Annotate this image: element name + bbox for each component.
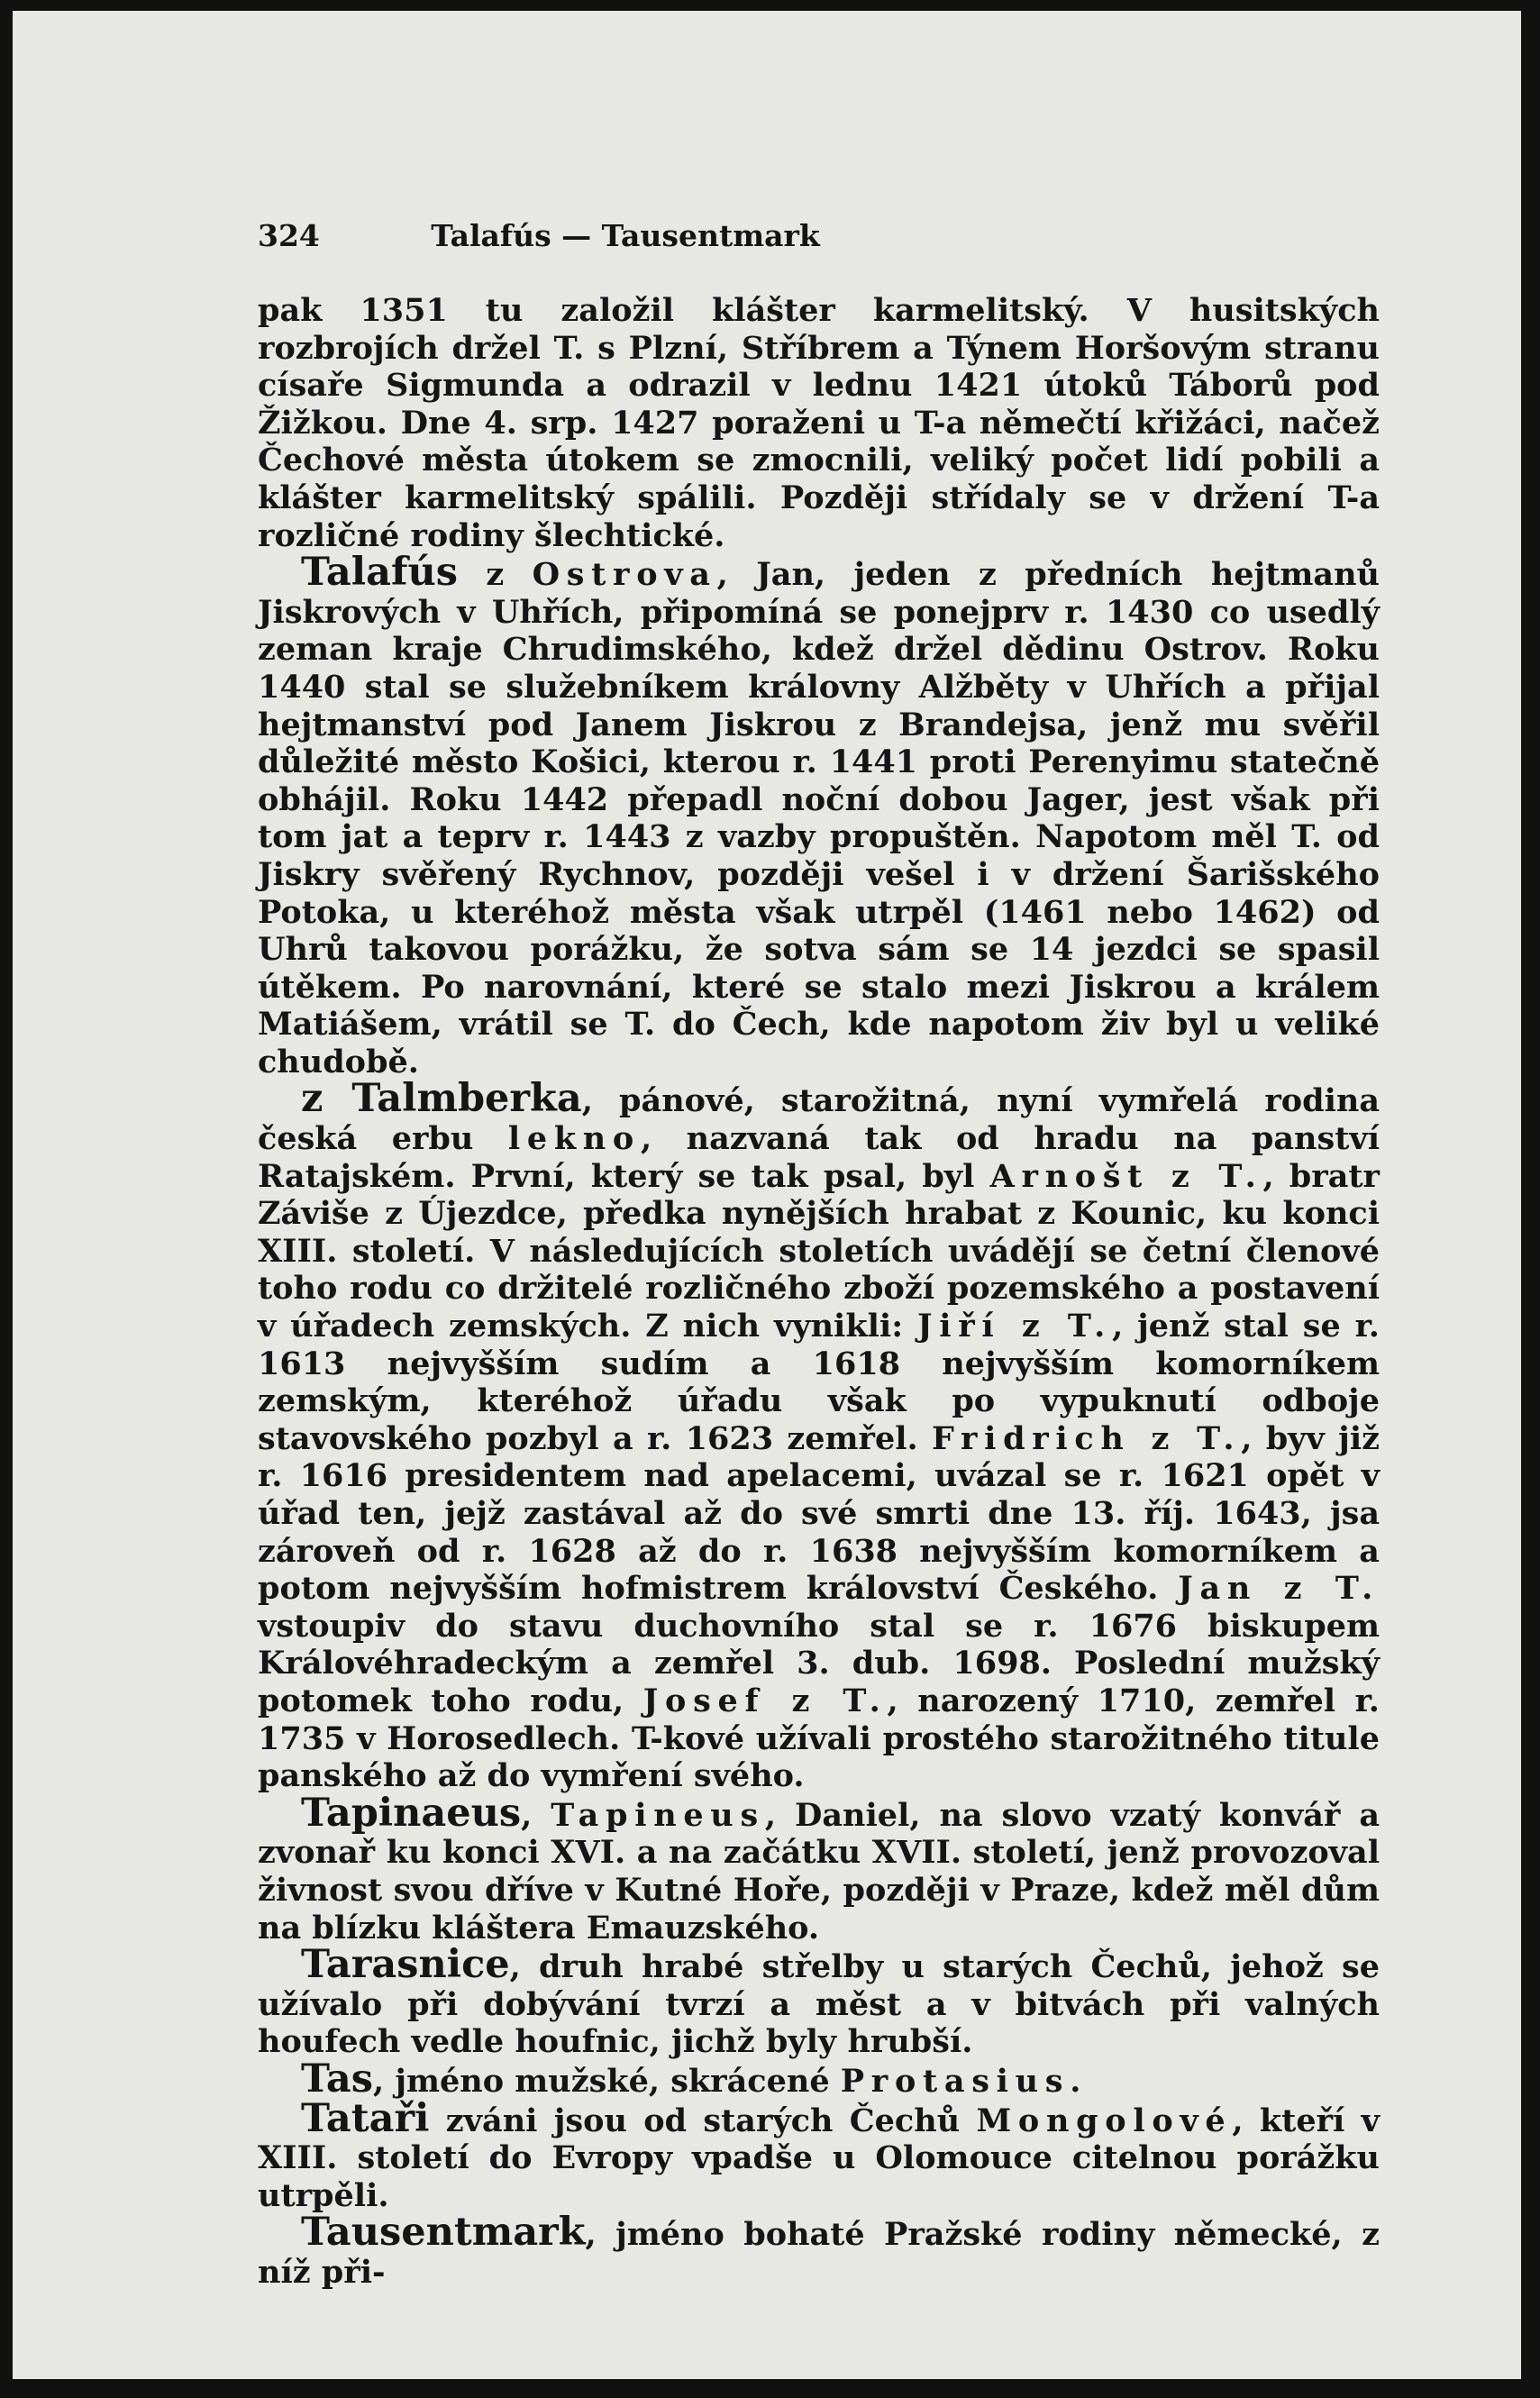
entry-text: , Daniel, na slovo vzatý konvář a zvonař ku konci XVI. a na začátku XVII. století, jenž provozoval živnost svou dříve v Kutné Hoře, později v Praze, kdež měl dům na blízku kláštera Emauzského. bbox=[258, 1796, 1380, 1947]
entry-text: , pánové, starožitná, nyní vymřelá rodina česká erbu bbox=[258, 1082, 1381, 1158]
entry-text: , bbox=[521, 1796, 551, 1834]
entry-text: . bbox=[1070, 2062, 1081, 2100]
entry-tarasnice bbox=[258, 1942, 1380, 2061]
spaced-name: Ostrova bbox=[532, 556, 717, 594]
entry-text: pak 1351 tu založil klášter karmelitský. V husitských rozbrojích držel T. s Plzní, Stříbrem a Týnem Horšovým stranu císaře Sigmunda a odrazil v lednu 1421 útoků Táborů pod Žižkou. Dne 4. srp. 1427 poraženi u T-a němečtí křižáci, načež Čechové města útokem se zmocnili, veliký počet lidí pobili a klášter karmelitský spálili. Později střídaly se v držení T-a rozličné rodiny šlechtické. bbox=[258, 292, 1380, 554]
entry-text: , bratr Záviše z Újezdce, předka nynějších hrabat z Kounic, ku konci XIII. století. V následujících stoletích uvádějí se četní členové toho rodu co držitelé rozličného zboží pozemského a postavení v úřadech zemských. Z nich vynikli: bbox=[258, 1157, 1380, 1345]
entry-text: , byv již r. 1616 presidentem nad apelacemi, uvázal se r. 1621 opět v úřad ten, jejž zastával až do své smrti dne 13. říj. 1643, jsa zároveň od r. 1628 až do r. 1638 nejvyšším komorníkem a potom nejvyšším hofmistrem království Českého. bbox=[258, 1419, 1380, 1608]
page-number: 324 bbox=[258, 218, 320, 253]
spaced-name: Jan z T. bbox=[1178, 1570, 1381, 1608]
entry-talmberk bbox=[258, 1076, 1381, 1795]
entry-headword: z Talmberka bbox=[301, 1076, 582, 1122]
entry-tatari bbox=[258, 2095, 1380, 2215]
entry-text: vstoupiv do stavu duchovního stal se r. 1676 biskupem Královéhradeckým a zemřel 3. dub. 1698. Poslední mužský potomek toho rodu, bbox=[258, 1607, 1380, 1719]
entry-text: , jméno bohaté Pražské rodiny německé, z níž při- bbox=[258, 2216, 1380, 2291]
entry-text: zváni jsou od starých Čechů bbox=[429, 2102, 977, 2139]
entry-text: , nazvaná tak od hradu na panství Ratajském. První, který se tak psal, byl bbox=[258, 1120, 1381, 1195]
entry-tapinaeus bbox=[258, 1790, 1380, 1947]
entry-text: , jméno mužské, skrácené bbox=[372, 2062, 841, 2100]
spaced-name: Tapineus bbox=[551, 1796, 765, 1834]
spaced-name: Jiří z T. bbox=[916, 1308, 1113, 1345]
running-title: Talafús — Tausentmark bbox=[431, 218, 820, 253]
entry-tausentmark bbox=[258, 2210, 1380, 2291]
entry-tas bbox=[258, 2056, 1380, 2102]
entry-headword: Talafús bbox=[301, 550, 458, 596]
spaced-name: lekno bbox=[507, 1120, 641, 1158]
spaced-name: Mongolové bbox=[976, 2102, 1233, 2139]
entry-text: , Jan, jeden z předních hejtmanů Jiskrových v Uhřích, připomíná se ponejprv r. 1430 co usedlý zeman kraje Chrudimského, kdež držel dědinu Ostrov. Roku 1440 stal se služebníkem královny Alžběty v Uhřích a přijal hejtmanství pod Janem Jiskrou z Brandejsa, jenž mu svěřil důležité město Košici, kterou r. 1441 proti Perenyimu statečně obhájil. Roku 1442 přepadl noční dobou Jager, jest však při tom jat a teprv r. 1443 z vazby propuštěn. Napotom měl T. od Jiskry svěřený Rychnov, později vešel i v držení Šarišského Potoka, u kteréhož města však utrpěl (1461 nebo 1462) od Uhrů takovou porážku, že sotva sám se 14 jezdci se spasil útěkem. Po narovnání, které se stalo mezi Jiskrou a králem Matiášem, vrátil se T. do Čech, kde napotom živ byl u veliké chudobě. bbox=[258, 556, 1380, 1080]
entry-text: z bbox=[457, 556, 533, 594]
entry-text: , kteří v XIII. století do Evropy vpadše u Olomouce citelnou porážku utrpěli. bbox=[258, 2102, 1380, 2214]
entry-talafus bbox=[258, 550, 1380, 1080]
entry-text: , druh hrabé střelby u starých Čechů, jehož se užívalo při dobývání tvrzí a měst a v bitvách při valných houfech vedle houfnic, jichž byly hrubší. bbox=[258, 1948, 1380, 2061]
entry-headword: Tapinaeus bbox=[301, 1790, 522, 1836]
body-text bbox=[258, 292, 1380, 2291]
entry-headword: Tausentmark bbox=[301, 2210, 586, 2256]
spaced-name: Fridrich z T. bbox=[932, 1419, 1242, 1457]
spaced-name: Protasius bbox=[840, 2062, 1071, 2100]
entry-headword: Tarasnice bbox=[301, 1942, 510, 1988]
entry-text: , narozený 1710, zemřel r. 1735 v Horosedlech. T-kové užívali prostého starožitného titule panského až do vymření svého. bbox=[258, 1682, 1380, 1795]
entry-text: , jenž stal se r. 1613 nejvyšším sudím a 1618 nejvyšším komorníkem zemským, kteréhož úřadu však po vypuknutí odboje stavovského pozbyl a r. 1623 zemřel. bbox=[258, 1308, 1380, 1457]
spaced-name: Arnošt z T. bbox=[989, 1157, 1263, 1195]
spaced-name: Josef z T. bbox=[642, 1682, 888, 1719]
book-page bbox=[13, 11, 1521, 2379]
entry-headword: Tas bbox=[301, 2056, 373, 2102]
entry-continuation bbox=[258, 292, 1380, 554]
entry-headword: Tataři bbox=[301, 2095, 430, 2141]
